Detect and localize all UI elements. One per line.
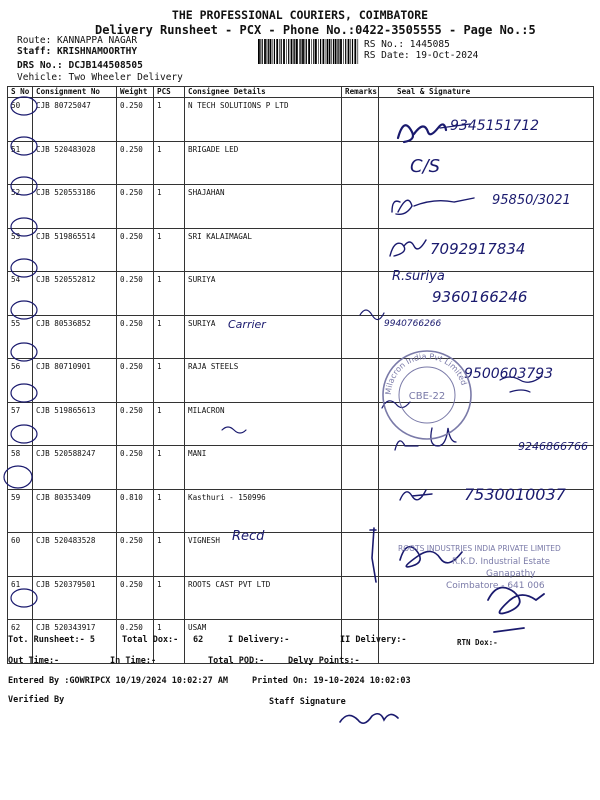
rs-date: RS Date: 19-Oct-2024: [364, 50, 479, 61]
pcs-cell: 1: [154, 228, 185, 272]
company-title: THE PROFESSIONAL COURIERS, COIMBATORE: [171, 8, 429, 22]
pcs-cell: 1: [154, 185, 185, 229]
handwritten-phone: 7092917834: [430, 240, 526, 258]
seal-signature-cell: [379, 576, 594, 620]
vehicle-label: Vehicle: Two Wheeler Delivery: [17, 72, 183, 83]
seal-signature-cell: [379, 98, 594, 142]
sno-cell: 54: [8, 272, 33, 316]
runsheet-table: [7, 86, 594, 664]
consignment-cell: CJB 80710901: [33, 359, 117, 403]
barcode-bar: [315, 39, 317, 64]
seal-signature-cell: [379, 272, 594, 316]
barcode-bar: [313, 39, 314, 64]
barcode-bar: [270, 39, 272, 64]
barcode-bar: [352, 39, 353, 64]
consignee-cell: BRIGADE LED: [185, 141, 342, 185]
barcode-bar: [311, 39, 312, 64]
table-row: [8, 533, 594, 577]
pcs-cell: 1: [154, 489, 185, 533]
barcode-bar: [331, 39, 332, 64]
remarks-cell: [342, 228, 379, 272]
stamp-center-text: CBE-22: [408, 391, 446, 402]
barcode-bar: [274, 39, 275, 64]
consignment-cell: CJB 80536852: [33, 315, 117, 359]
table-row: [8, 402, 594, 446]
stamp-line: R.K.D. Industrial Estate: [452, 557, 550, 567]
barcode-bar: [262, 39, 263, 64]
consignee-cell: ROOTS CAST PVT LTD: [185, 576, 342, 620]
table-row: [8, 359, 594, 403]
barcode-bar: [358, 39, 359, 64]
barcode-bar: [337, 39, 338, 64]
consignee-cell: SRI KALAIMAGAL: [185, 228, 342, 272]
barcode-bar: [329, 39, 331, 64]
barcode-bar: [333, 39, 334, 64]
table-row: [8, 272, 594, 316]
staff-signature-scribble: [340, 714, 398, 723]
barcode-bar: [326, 39, 327, 64]
barcode-bar: [350, 39, 351, 64]
table-row: [8, 185, 594, 229]
consignment-cell: CJB 80725047: [33, 98, 117, 142]
out-time: Out Time:-: [8, 656, 60, 666]
remarks-cell: [342, 489, 379, 533]
handwritten-phone: 9360166246: [432, 288, 528, 306]
consignee-cell: USAM: [185, 620, 342, 664]
seal-signature-cell: [379, 315, 594, 359]
consignment-cell: CJB 520379501: [33, 576, 117, 620]
drs-number: DRS No.: DCJB144508505: [17, 60, 143, 71]
stamp-line: Ganapathy: [486, 569, 536, 579]
remarks-cell: [342, 185, 379, 229]
seal-signature-cell: [379, 446, 594, 490]
weight-cell: 0.250: [117, 185, 154, 229]
weight-cell: 0.810: [117, 489, 154, 533]
col-weight: Weight: [117, 87, 154, 98]
barcode-bar: [343, 39, 344, 64]
col-consignee: Consignee Details: [185, 87, 342, 98]
pcs-cell: 1: [154, 98, 185, 142]
weight-cell: 0.250: [117, 272, 154, 316]
sno-cell: 52: [8, 185, 33, 229]
barcode-bar: [302, 39, 304, 64]
consignment-cell: CJB 520588247: [33, 446, 117, 490]
verified-by: Verified By: [8, 695, 65, 705]
remarks-cell: [342, 533, 379, 577]
col-consignment: Consignment No: [33, 87, 117, 98]
consignee-cell: N TECH SOLUTIONS P LTD: [185, 98, 342, 142]
sno-cell: 51: [8, 141, 33, 185]
seal-signature-cell: [379, 359, 594, 403]
weight-cell: 0.250: [117, 359, 154, 403]
weight-cell: 0.250: [117, 402, 154, 446]
barcode-bar: [335, 39, 337, 64]
rtn-dox: RTN Dox:-: [457, 638, 498, 647]
staff-label: Staff: KRISHNAMOORTHY: [17, 46, 138, 57]
pcs-cell: 1: [154, 141, 185, 185]
table-row: [8, 141, 594, 185]
sno-cell: 57: [8, 402, 33, 446]
sno-cell: 59: [8, 489, 33, 533]
seal-signature-cell: [379, 402, 594, 446]
pcs-cell: 1: [154, 533, 185, 577]
barcode-bar: [286, 39, 287, 64]
consignment-cell: CJB 520483028: [33, 141, 117, 185]
col-pcs: PCS: [154, 87, 185, 98]
table-row: [8, 228, 594, 272]
weight-cell: 0.250: [117, 576, 154, 620]
remarks-cell: [342, 446, 379, 490]
barcode-bar: [299, 39, 300, 64]
seal-signature-cell: [379, 489, 594, 533]
barcode-bar: [281, 39, 282, 64]
barcode-bar: [268, 39, 269, 64]
barcode-bar: [327, 39, 328, 64]
col-remarks: Remarks: [342, 87, 379, 98]
barcode-bar: [305, 39, 306, 64]
seal-signature-cell: [379, 141, 594, 185]
remarks-cell: [342, 315, 379, 359]
stamp-ring-text: Milacron India Pvt Limited: [383, 351, 469, 396]
total-pod: Total POD:-: [208, 656, 265, 666]
barcode-bar: [276, 39, 278, 64]
delvy-points: Delvy Points:-: [288, 656, 360, 666]
barcode-bar: [260, 39, 261, 64]
seal-signature-cell: [379, 228, 594, 272]
in-time: In Time:-: [110, 656, 157, 666]
handwritten-phone: 95850/3021: [492, 193, 571, 208]
col-sno: S No: [8, 87, 33, 98]
handwritten-carrier: Carrier: [228, 318, 266, 331]
seal-signature-cell: [379, 185, 594, 229]
barcode-bar: [348, 39, 350, 64]
consignment-cell: CJB 520552812: [33, 272, 117, 316]
barcode-bar: [300, 39, 301, 64]
runsheet-title: Delivery Runsheet - PCX - Phone No.:0422-3505555 - Page No.:5: [95, 23, 536, 37]
barcode-bar: [338, 39, 339, 64]
table-row: [8, 489, 594, 533]
remarks-cell: [342, 576, 379, 620]
sno-cell: 53: [8, 228, 33, 272]
barcode-bar: [323, 39, 325, 64]
rs-number: RS No.: 1445085: [364, 39, 450, 50]
barcode-bar: [345, 39, 346, 64]
remarks-cell: [342, 272, 379, 316]
i-delivery: I Delivery:-: [228, 635, 290, 645]
handwritten-note: C/S: [410, 156, 441, 177]
remarks-cell: [342, 402, 379, 446]
barcode-bar: [283, 39, 285, 64]
weight-cell: 0.250: [117, 315, 154, 359]
pcs-cell: 1: [154, 272, 185, 316]
handwritten-phone: 7530010037: [464, 485, 566, 504]
consignment-cell: CJB 520553186: [33, 185, 117, 229]
handwritten-phone: 9940766266: [384, 319, 442, 329]
pcs-cell: 1: [154, 620, 185, 664]
barcode-bar: [296, 39, 298, 64]
table-header-row: [8, 87, 594, 98]
staff-signature-label: Staff Signature: [269, 697, 346, 707]
barcode-bar: [354, 39, 356, 64]
pcs-cell: 1: [154, 402, 185, 446]
sno-cell: 50: [8, 98, 33, 142]
consignment-cell: CJB 519865514: [33, 228, 117, 272]
route-label: Route: KANNAPPA NAGAR: [17, 35, 138, 46]
weight-cell: 0.250: [117, 141, 154, 185]
handwritten-name: R.suriya: [392, 269, 445, 284]
barcode-bar: [267, 39, 268, 64]
remarks-cell: [342, 141, 379, 185]
remarks-cell: [342, 98, 379, 142]
consignee-cell: RAJA STEELS: [185, 359, 342, 403]
barcode-bar: [288, 39, 289, 64]
barcode: [258, 39, 360, 64]
table-row: [8, 576, 594, 620]
barcode-bar: [264, 39, 266, 64]
barcode-bar: [294, 39, 295, 64]
consignment-cell: CJB 80353409: [33, 489, 117, 533]
pcs-cell: 1: [154, 446, 185, 490]
consignee-cell: SHAJAHAN: [185, 185, 342, 229]
total-dox-value: 62: [193, 635, 204, 645]
ii-delivery: II Delivery:-: [340, 635, 407, 645]
table-row: [8, 98, 594, 142]
sno-cell: 60: [8, 533, 33, 577]
sno-cell: 58: [8, 446, 33, 490]
weight-cell: 0.250: [117, 446, 154, 490]
entered-by: Entered By :GOWRIPCX 10/19/2024 10:02:27 AM: [8, 676, 229, 686]
pcs-cell: 1: [154, 359, 185, 403]
weight-cell: 0.250: [117, 228, 154, 272]
sno-cell: 55: [8, 315, 33, 359]
printed-on: Printed On: 19-10-2024 10:02:03: [252, 676, 411, 686]
handwritten-recd: Recd: [232, 529, 265, 544]
consignment-cell: CJB 520483528: [33, 533, 117, 577]
pcs-cell: 1: [154, 315, 185, 359]
sno-cell: 62: [8, 620, 33, 664]
sno-cell: 56: [8, 359, 33, 403]
consignment-cell: CJB 519865613: [33, 402, 117, 446]
stamp-line: ROOTS INDUSTRIES INDIA PRIVATE LIMITED: [398, 544, 561, 553]
barcode-bar: [293, 39, 294, 64]
remarks-cell: [342, 359, 379, 403]
total-runsheet: Tot. Runsheet:- 5: [8, 635, 95, 645]
consignee-cell: SURIYA: [185, 272, 342, 316]
barcode-bar: [272, 39, 273, 64]
total-dox-label: Total Dox:-: [122, 635, 179, 645]
barcode-bar: [340, 39, 342, 64]
barcode-bar: [279, 39, 280, 64]
handwritten-phone: 9500603793: [464, 366, 554, 382]
col-seal-signature: Seal & Signature: [379, 87, 594, 98]
consignee-cell: VIGNESH: [185, 533, 342, 577]
table-row: [8, 446, 594, 490]
pcs-cell: 1: [154, 576, 185, 620]
barcode-bar: [306, 39, 307, 64]
consignee-cell: MILACRON: [185, 402, 342, 446]
consignment-cell: CJB 520343917: [33, 620, 117, 664]
seal-signature-cell: [379, 533, 594, 577]
table-row: [8, 315, 594, 359]
consignee-cell: Kasthuri - 150996: [185, 489, 342, 533]
stamp-line: Coimbatore - 641 006: [446, 581, 545, 591]
barcode-bar: [291, 39, 293, 64]
consignee-cell: SURIYA: [185, 315, 342, 359]
weight-cell: 0.250: [117, 620, 154, 664]
barcode-bar: [258, 39, 260, 64]
weight-cell: 0.250: [117, 98, 154, 142]
sno-cell: 61: [8, 576, 33, 620]
barcode-bar: [320, 39, 321, 64]
weight-cell: 0.250: [117, 533, 154, 577]
barcode-bar: [318, 39, 319, 64]
consignee-cell: MANI: [185, 446, 342, 490]
handwritten-phone: 9345151712: [450, 118, 540, 134]
handwritten-phone: 9246866766: [518, 440, 588, 453]
barcode-bar: [308, 39, 310, 64]
